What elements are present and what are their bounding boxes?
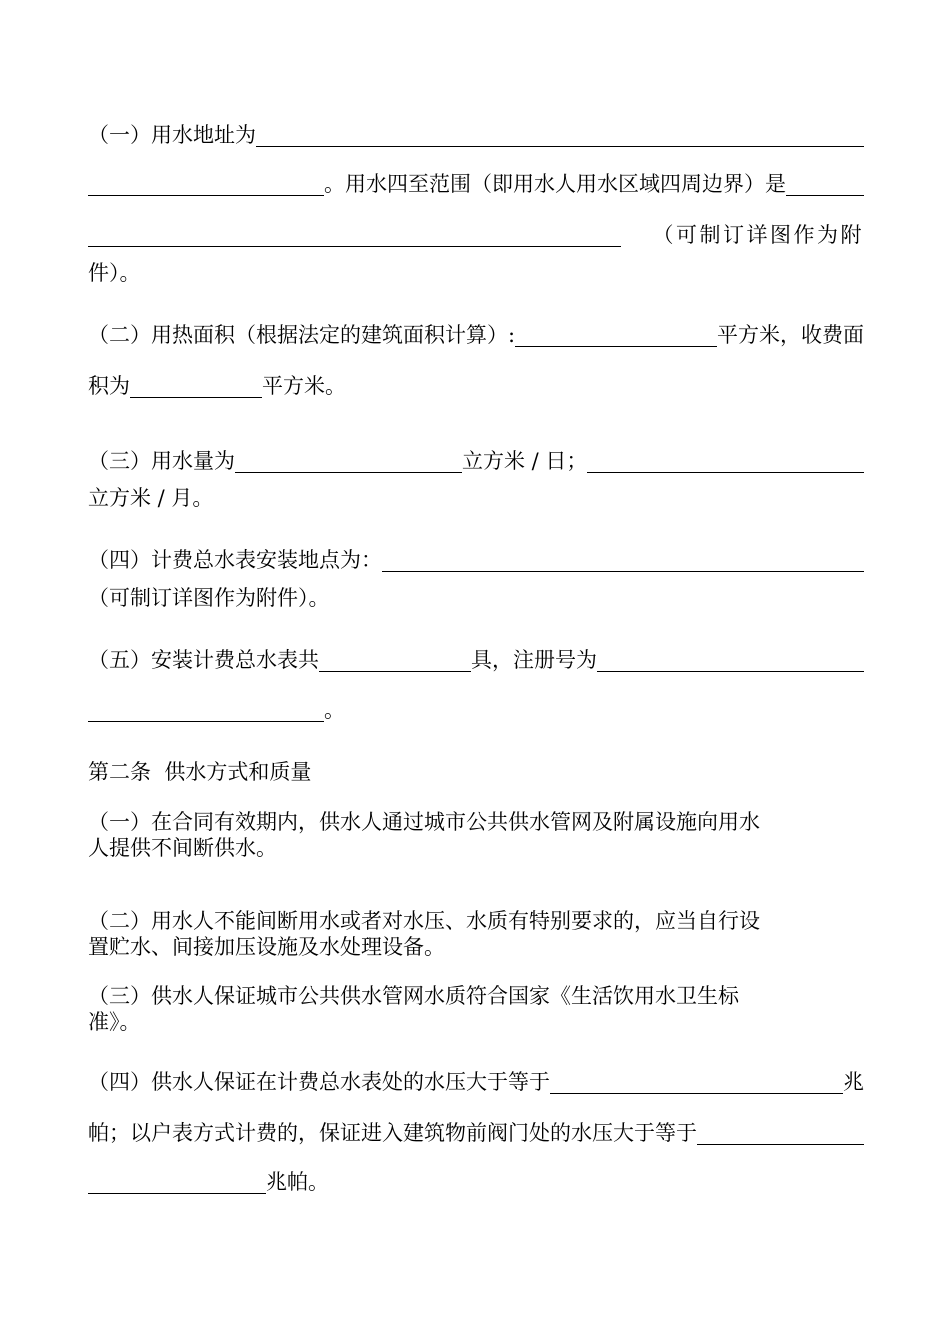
meter-pressure-blank[interactable] [550, 1071, 843, 1094]
meter-count-end: 。 [324, 698, 345, 722]
article2-item3-text-2: 准》。 [88, 1010, 141, 1034]
article2-item1-text-2: 人提供不间断供水。 [88, 836, 277, 860]
heating-area-line-2 [88, 372, 864, 400]
water-address-line-2 [88, 170, 864, 198]
registration-number-blank-cont[interactable] [88, 699, 324, 722]
attach-note-end: 件）。 [88, 261, 141, 285]
article2-heading [88, 758, 864, 786]
meter-count-label: （五）安装计费总水表共 [88, 648, 319, 672]
water-address-line-3 [88, 221, 864, 249]
article2-item2-line-1 [88, 907, 864, 935]
heating-area-line-1 [88, 321, 864, 349]
water-address-blank-cont[interactable] [88, 173, 324, 196]
article2-item4-unit-1: 兆 [843, 1070, 864, 1094]
meter-location-line-2 [88, 584, 864, 612]
meter-location-note: （可制订详图作为附件）。 [88, 586, 330, 610]
article2-heading-text: 第二条 供水方式和质量 [88, 760, 312, 784]
article2-item4-line-1 [88, 1068, 864, 1096]
water-volume-label: （三）用水量为 [88, 449, 235, 473]
boundary-blank-start[interactable] [786, 173, 864, 196]
daily-volume-unit: 立方米 / 日； [462, 449, 588, 473]
boundary-blank[interactable] [88, 224, 621, 247]
daily-volume-blank[interactable] [235, 450, 462, 473]
registration-number-blank[interactable] [597, 649, 864, 672]
article2-item4-text-2: 帕；以户表方式计费的，保证进入建筑物前阀门处的水压大于等于 [88, 1121, 697, 1145]
meter-count-line-1 [88, 646, 864, 674]
article2-item1-line-1 [88, 808, 864, 836]
charge-area-blank[interactable] [130, 375, 262, 398]
meter-location-label: （四）计费总水表安装地点为： [88, 548, 382, 572]
article2-item4-unit-2: 兆帕。 [266, 1170, 329, 1194]
meter-count-blank[interactable] [319, 649, 471, 672]
heating-area-unit: 平方米，收费面 [717, 323, 864, 347]
charge-area-unit: 平方米。 [262, 374, 346, 398]
meter-location-blank[interactable] [382, 549, 864, 572]
heating-area-label: （二）用热面积（根据法定的建筑面积计算）: [88, 323, 516, 347]
water-volume-line-2 [88, 484, 864, 512]
valve-pressure-blank[interactable] [697, 1122, 864, 1145]
water-address-label: （一）用水地址为 [88, 123, 256, 147]
article2-item3-line-1 [88, 982, 864, 1010]
article2-item2-text-1: （二）用水人不能间断用水或者对水压、水质有特别要求的，应当自行设 [88, 909, 760, 933]
article2-item1-text-1: （一）在合同有效期内，供水人通过城市公共供水管网及附属设施向用水 [88, 810, 760, 834]
heating-area-blank[interactable] [515, 324, 717, 347]
article2-item3-text-1: （三）供水人保证城市公共供水管网水质符合国家《生活饮用水卫生标 [88, 984, 739, 1008]
article2-item4-line-2 [88, 1119, 864, 1147]
article2-item1-line-2 [88, 834, 864, 862]
boundary-text: 。用水四至范围（即用水人用水区域四周边界）是 [324, 172, 786, 196]
article2-item2-line-2 [88, 933, 864, 961]
meter-count-line-2 [88, 696, 864, 724]
attach-note: （可制订详图作为附 [652, 223, 864, 247]
article2-item4-line-3 [88, 1168, 864, 1196]
meter-count-unit: 具，注册号为 [471, 648, 597, 672]
monthly-volume-unit: 立方米 / 月。 [88, 486, 214, 510]
valve-pressure-blank-cont[interactable] [88, 1171, 266, 1194]
water-address-line-4 [88, 259, 864, 287]
article2-item2-text-2: 置贮水、间接加压设施及水处理设备。 [88, 935, 445, 959]
charge-area-label: 积为 [88, 374, 130, 398]
article2-item3-line-2 [88, 1008, 864, 1036]
water-address-blank[interactable] [256, 124, 864, 147]
water-volume-line-1 [88, 447, 864, 475]
article2-item4-text-1: （四）供水人保证在计费总水表处的水压大于等于 [88, 1070, 550, 1094]
meter-location-line-1 [88, 546, 864, 574]
water-address-line-1 [88, 121, 864, 149]
monthly-volume-blank[interactable] [587, 450, 864, 473]
